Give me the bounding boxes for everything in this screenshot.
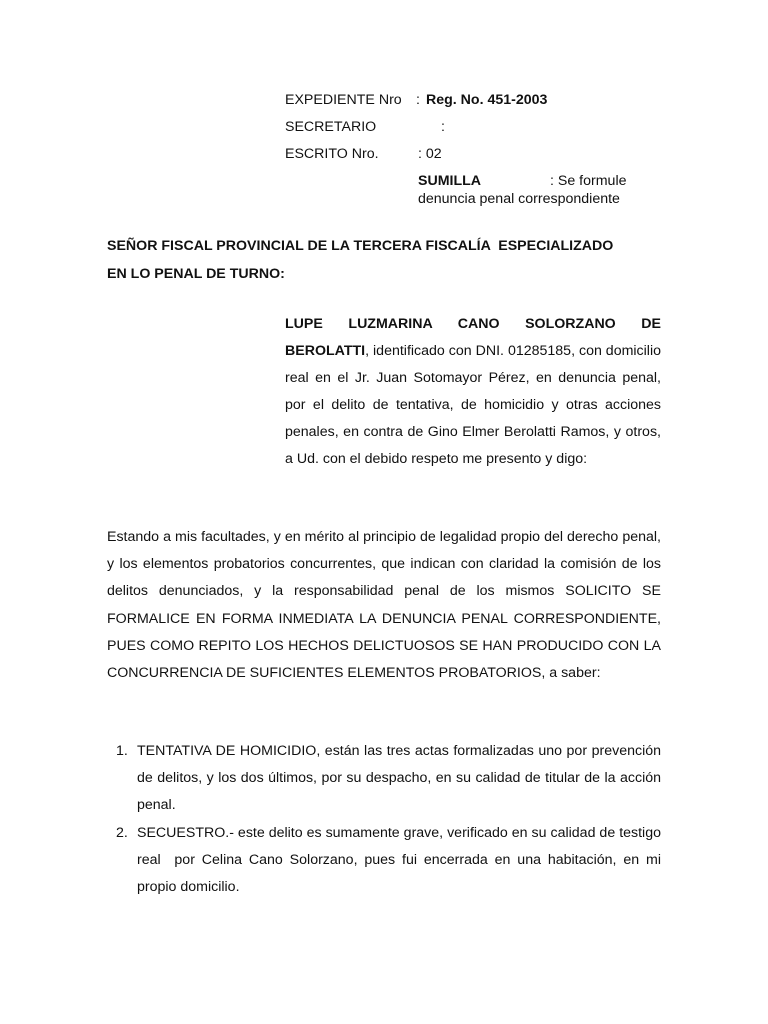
- escrito-label: ESCRITO Nro.: [285, 146, 379, 162]
- list-item-text: SECUESTRO.- este delito es sumamente grave, verificado en su calidad de testigo real por Celina Cano Solorzano, pues fui encerrada en una habitación, en mi propio domicilio.: [137, 824, 665, 896]
- expediente-colon: :: [416, 92, 420, 108]
- secretario-label: SECRETARIO: [285, 119, 377, 135]
- addressee-heading: [107, 232, 667, 288]
- petitioner-text: , identificado con DNI. 01285185, con domicilio real en el Jr. Juan Sotomayor Pérez, en denuncia penal, por el delito de tentativa, de homicidio y otras acciones penales, en contra de Gino Elmer Berolatti Ramos, y otros, a Ud. con el debido respeto me presento y digo:: [285, 343, 669, 467]
- petitioner-paragraph: [285, 311, 669, 473]
- list-item-number: 1.: [116, 743, 128, 759]
- secretario-colon: :: [441, 119, 445, 135]
- evidence-list: [107, 738, 665, 901]
- expediente-value: Reg. No. 451-2003: [426, 92, 548, 108]
- list-item-number: 2.: [116, 824, 128, 841]
- petitioner-name: LUPE LUZMARINA CANO SOLORZANO DE BEROLATTI: [285, 316, 661, 359]
- addressee-line-2: EN LO PENAL DE TURNO:: [107, 266, 285, 282]
- sumilla-colon-text: : Se formule: [550, 173, 627, 189]
- list-item-text: TENTATIVA DE HOMICIDIO, están las tres actas formalizadas uno por prevención de delitos, y los dos últimos, por su despacho, en su calidad de titular de la acción penal.: [137, 743, 661, 814]
- list-item: [107, 820, 665, 902]
- escrito-value: : 02: [418, 146, 442, 162]
- sumilla-block: [418, 172, 638, 208]
- expediente-label: EXPEDIENTE Nro: [285, 92, 402, 108]
- body-paragraph: Estando a mis facultades, y en mérito al principio de legalidad propio del derecho penal, y los elementos probatorios concurrentes, que indican con claridad la comisión de los delitos denunciados, y la responsabilidad penal de los mismos SOLICITO SE FORMALICE EN FORMA INMEDIATA LA DENUNCIA PENAL CORRESPONDIENTE, PUES COMO REPITO LOS HECHOS DELICTUOSOS SE HAN PRODUCIDO CON LA CONCURRENCIA DE SUFICIENTES ELEMENTOS PROBATORIOS, a saber:: [107, 529, 661, 682]
- addressee-line-1: SEÑOR FISCAL PROVINCIAL DE LA TERCERA FISCALÍA ESPECIALIZADO: [107, 238, 614, 254]
- sumilla-label: SUMILLA: [418, 173, 482, 189]
- list-item: [107, 738, 661, 820]
- sumilla-rest: denuncia penal correspondiente: [418, 191, 620, 207]
